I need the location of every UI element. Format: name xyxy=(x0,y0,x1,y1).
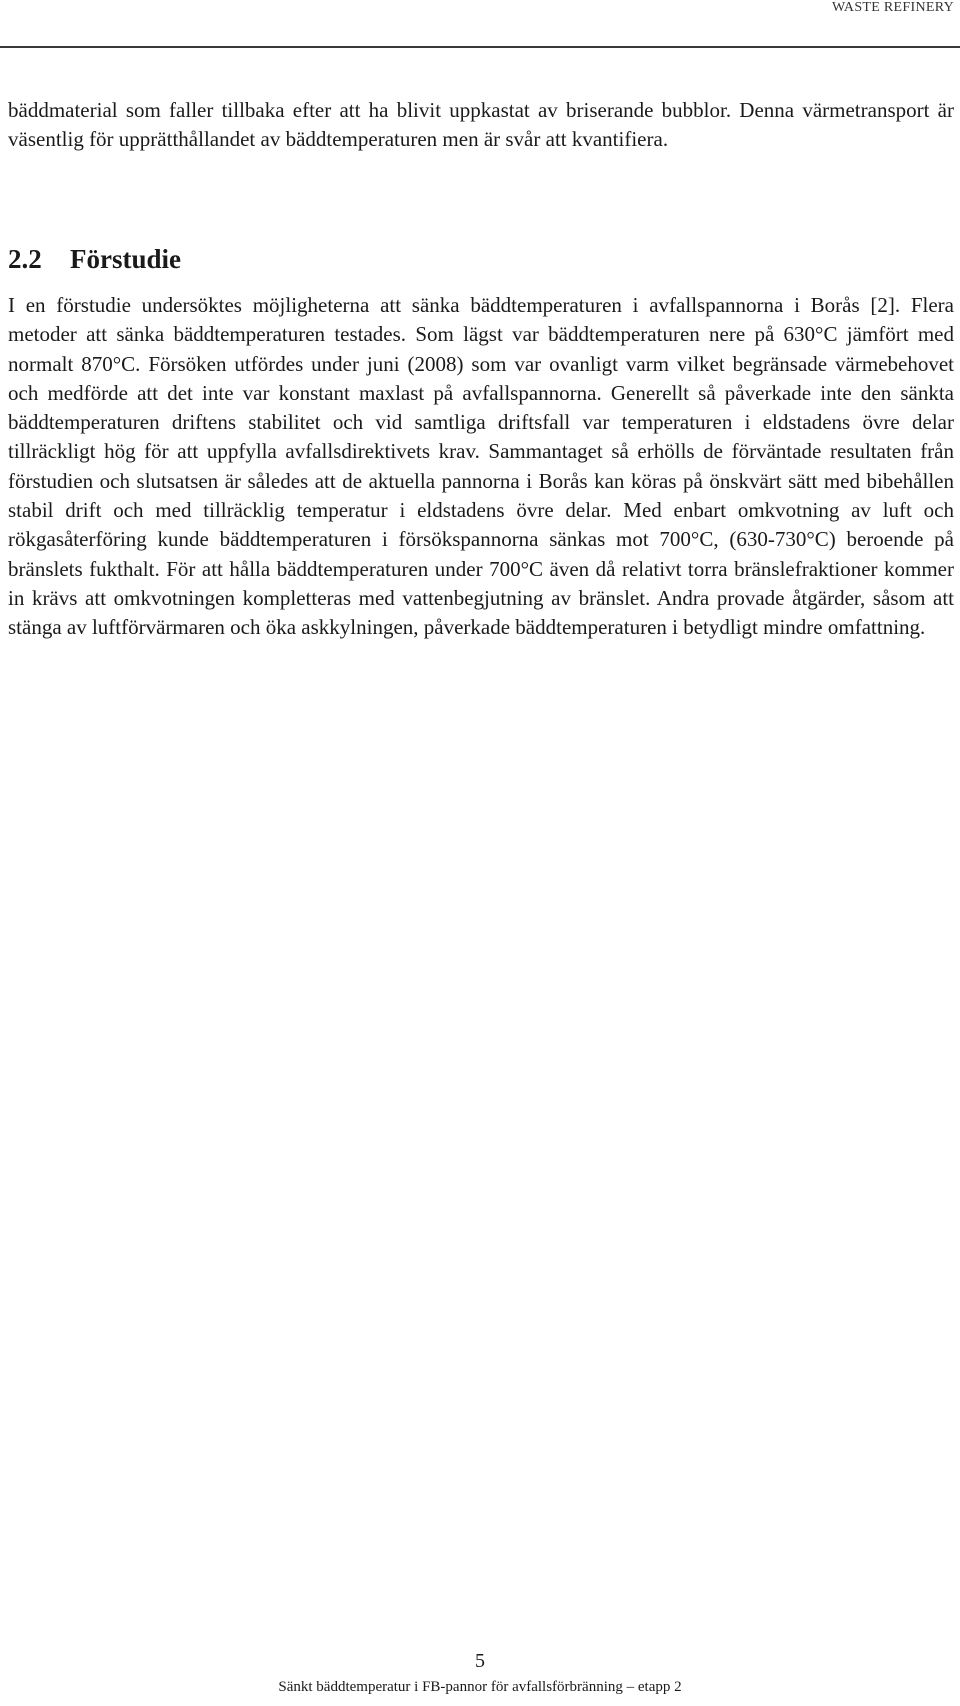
intro-paragraph: bäddmaterial som faller tillbaka efter att ha blivit uppkastat av briserande bubblor. Denna värmetransport är väsentlig för upprätthållandet av bäddtemperaturen men är svår att kvantifiera. xyxy=(8,98,954,152)
page-number: 5 xyxy=(475,1650,485,1672)
running-footer: Sänkt bäddtemperatur i FB-pannor för avfallsförbränning – etapp 2 xyxy=(278,1679,682,1695)
header-rule xyxy=(0,46,960,48)
section-paragraph: I en förstudie undersöktes möjligheterna att sänka bäddtemperaturen i avfallspannorna i Borås [2]. Flera metoder att sänka bäddtemperaturen testades. Som lägst var bäddtemperaturen nere på 630°C jämfört med normalt 870°C. Försöken utfördes under juni (2008) som var ovanligt varm vilket begränsade värmebehovet och medförde att det inte var konstant maxlast på avfallspannorna. Generellt så påverkade inte den sänkta bäddtemperaturen driftens stabilitet och vid samtliga driftsfall var temperaturen i eldstadens övre delar tillräckligt hög för att uppfylla avfallsdirektivets krav. Sammantaget så erhölls de förväntade resultaten från förstudien och slutsatsen är således att de aktuella pannorna i Borås kan köras på önskvärt sätt med bibehållen stabil drift och med tillräcklig temperatur i eldstadens övre delar. Med enbart omkvotning av luft och rökgasåterföring kunde bäddtemperaturen i försökspannorna sänkas mot 700°C, (630-730°C) beroende på bränslets fukthalt. För att hålla bäddtemperaturen under 700°C även då relativt torra bränslefraktioner kommer in krävs att omkvotningen kompletteras med vattenbegjutning av bränslet. Andra provade åtgärder, såsom att stänga av luftförvärmaren och öka askkylningen, påverkade bäddtemperaturen i betydligt mindre omfattning. xyxy=(8,293,954,640)
running-header: WASTE REFINERY xyxy=(831,0,954,15)
section-heading xyxy=(8,242,181,276)
section-title: Förstudie xyxy=(70,244,181,274)
section-number: 2.2 xyxy=(8,244,42,274)
